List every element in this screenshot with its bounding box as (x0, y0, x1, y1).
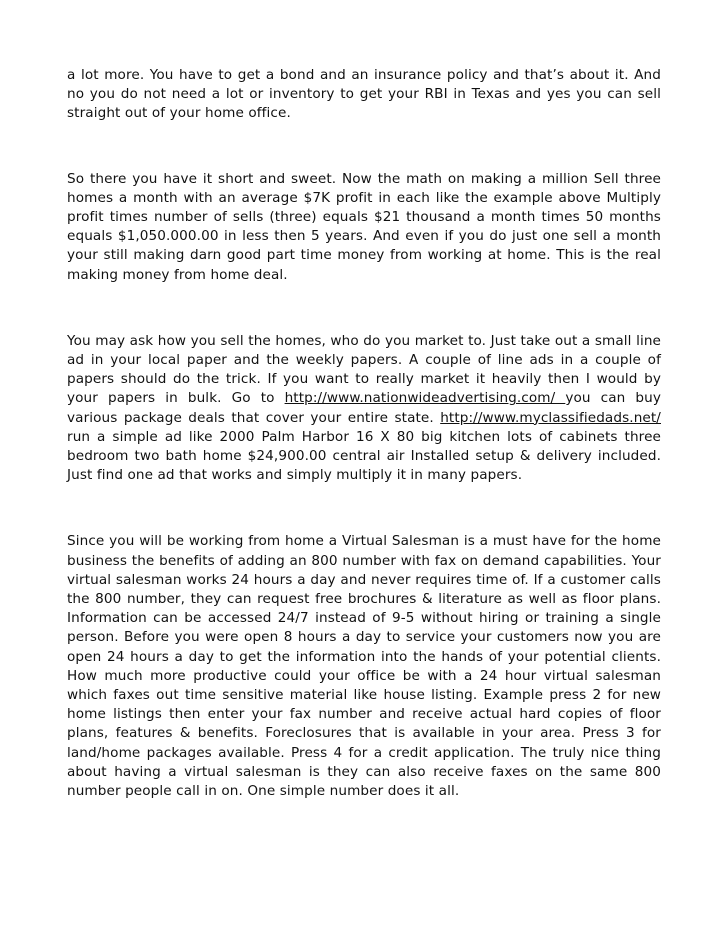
document-page (67, 66, 661, 801)
marketing-text-start: You may ask how you sell the homes, who do you market to. Just take out a small line ad in your local paper and the weekly papers. A couple of line ads in a couple of papers should do the trick. If you want to really market it heavily then I would by your papers in bulk. Go to (67, 332, 661, 407)
paragraph-marketing (67, 332, 661, 486)
marketing-text-middle: you can buy various package deals that cover your entire state. (67, 390, 662, 426)
nationwide-advertising-link[interactable]: http://www.nationwideadvertising.com/ (284, 390, 566, 407)
paragraph-million-math: So there you have it short and sweet. Now the math on making a million Sell three homes a month with an average $7K profit in each like the example above Multiply profit times number of sells (three) equals $21 thousand a month times 50 months equals $1,050.000.00 in less then 5 years. And even if you do just one sell a month your still making darn good part time money from working at home. This is the real making money from home deal. (67, 170, 661, 283)
marketing-text-end: run a simple ad like 2000 Palm Harbor 16 X 80 big kitchen lots of cabinets three bedroom two bath home $24,900.00 central air Installed setup & delivery included. Just find one ad that works and simply multiply it in many papers. (67, 428, 661, 484)
paragraph-virtual-salesman: Since you will be working from home a Virtual Salesman is a must have for the home business the benefits of adding an 800 number with fax on demand capabilities. Your virtual salesman works 24 hours a day and never requires time of. If a customer calls the 800 number, they can request free brochures & literature as well as floor plans. Information can be accessed 24/7 instead of 9-5 without hiring or training a single person. Before you were open 8 hours a day to service your customers now you are open 24 hours a day to get the information into the hands of your potential clients. How much more productive could your office be with a 24 hour virtual salesman which faxes out time sensitive material like house listing. Example press 2 for new home listings then enter your fax number and receive actual hard copies of floor plans, features & benefits. Foreclosures that is available in your area. Press 3 for land/home packages available. Press 4 for a credit application. The truly nice thing about having a virtual salesman is they can also receive faxes on the same 800 number people call in on. One simple number does it all. (67, 533, 661, 800)
myclassifiedads-link[interactable]: http://www.myclassifiedads.net/ (440, 409, 661, 426)
paragraph-bond-insurance: a lot more. You have to get a bond and an insurance policy and that’s about it. And no you do not need a lot or inventory to get your RBI in Texas and yes you can sell straight out of your home office. (67, 67, 661, 122)
